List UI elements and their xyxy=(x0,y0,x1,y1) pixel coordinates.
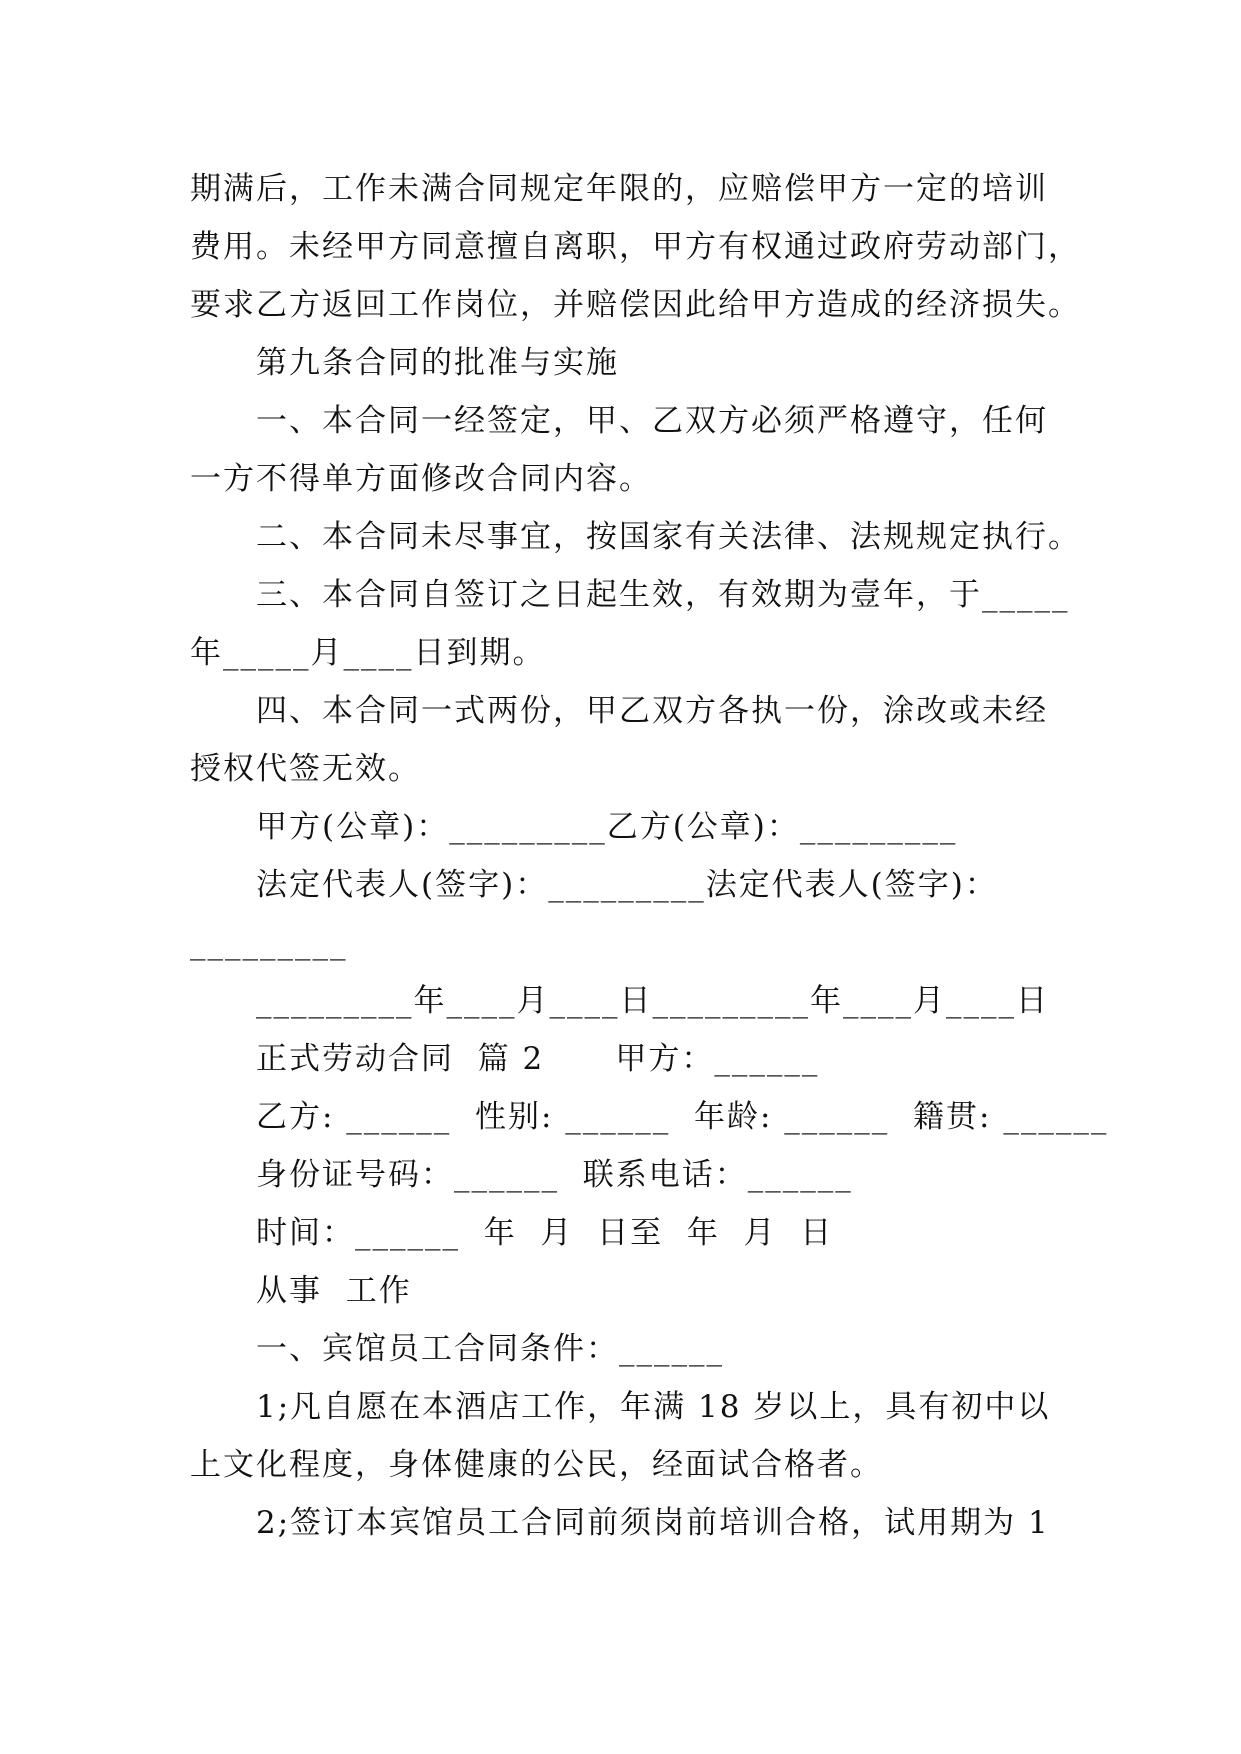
paragraph-line: 期满后，工作未满合同规定年限的，应赔偿甲方一定的培训 xyxy=(190,171,1048,207)
paragraph-line: 上文化程度，身体健康的公民，经面试合格者。 xyxy=(190,1447,883,1483)
signature-line-seal: 甲方(公章)：_________乙方(公章)：_________ xyxy=(256,809,958,845)
paragraph-line: 三、本合同自签订之日起生效，有效期为壹年，于_____ xyxy=(256,577,1070,613)
document-body xyxy=(190,160,1109,1552)
paragraph-line: 授权代签无效。 xyxy=(190,751,421,787)
paragraph-line: 1;凡自愿在本酒店工作，年满 18 岁以上，具有初中以 xyxy=(256,1389,1051,1425)
signature-date-line: _________年____月____日_________年____月____日 xyxy=(256,983,1049,1019)
job-line: 从事 工作 xyxy=(256,1273,412,1309)
paragraph-line: 一、本合同一经签定，甲、乙双方必须严格遵守，任何 xyxy=(256,403,1048,439)
article-heading: 第九条合同的批准与实施 xyxy=(256,345,619,381)
period-line: 时间：______ 年 月 日至 年 月 日 xyxy=(256,1215,834,1251)
paragraph-line: 费用。未经甲方同意擅自离职，甲方有权通过政府劳动部门， xyxy=(190,229,1081,265)
party-b-info-line: 乙方: ______ 性别: ______ 年龄: ______ 籍贯: ______ xyxy=(256,1099,1109,1135)
signature-blank: _________ xyxy=(190,925,348,961)
paragraph-line: 要求乙方返回工作岗位，并赔偿因此给甲方造成的经济损失。 xyxy=(190,287,1081,323)
paragraph-line: 年_____月____日到期。 xyxy=(190,635,546,671)
section-heading: 一、宾馆员工合同条件：______ xyxy=(256,1331,724,1367)
contract-title-line: 正式劳动合同 篇 2 甲方：______ xyxy=(256,1041,820,1077)
paragraph-line: 一方不得单方面修改合同内容。 xyxy=(190,461,652,497)
id-phone-line: 身份证号码：______ 联系电话：______ xyxy=(256,1157,853,1193)
paragraph-line: 二、本合同未尽事宜，按国家有关法律、法规规定执行。 xyxy=(256,519,1081,555)
paragraph-line: 2;签订本宾馆员工合同前须岗前培训合格，试用期为 1 xyxy=(256,1505,1050,1541)
signature-line-representative: 法定代表人(签字)：_________法定代表人(签字)： xyxy=(256,867,998,903)
paragraph-line: 四、本合同一式两份，甲乙双方各执一份，涂改或未经 xyxy=(256,693,1048,729)
